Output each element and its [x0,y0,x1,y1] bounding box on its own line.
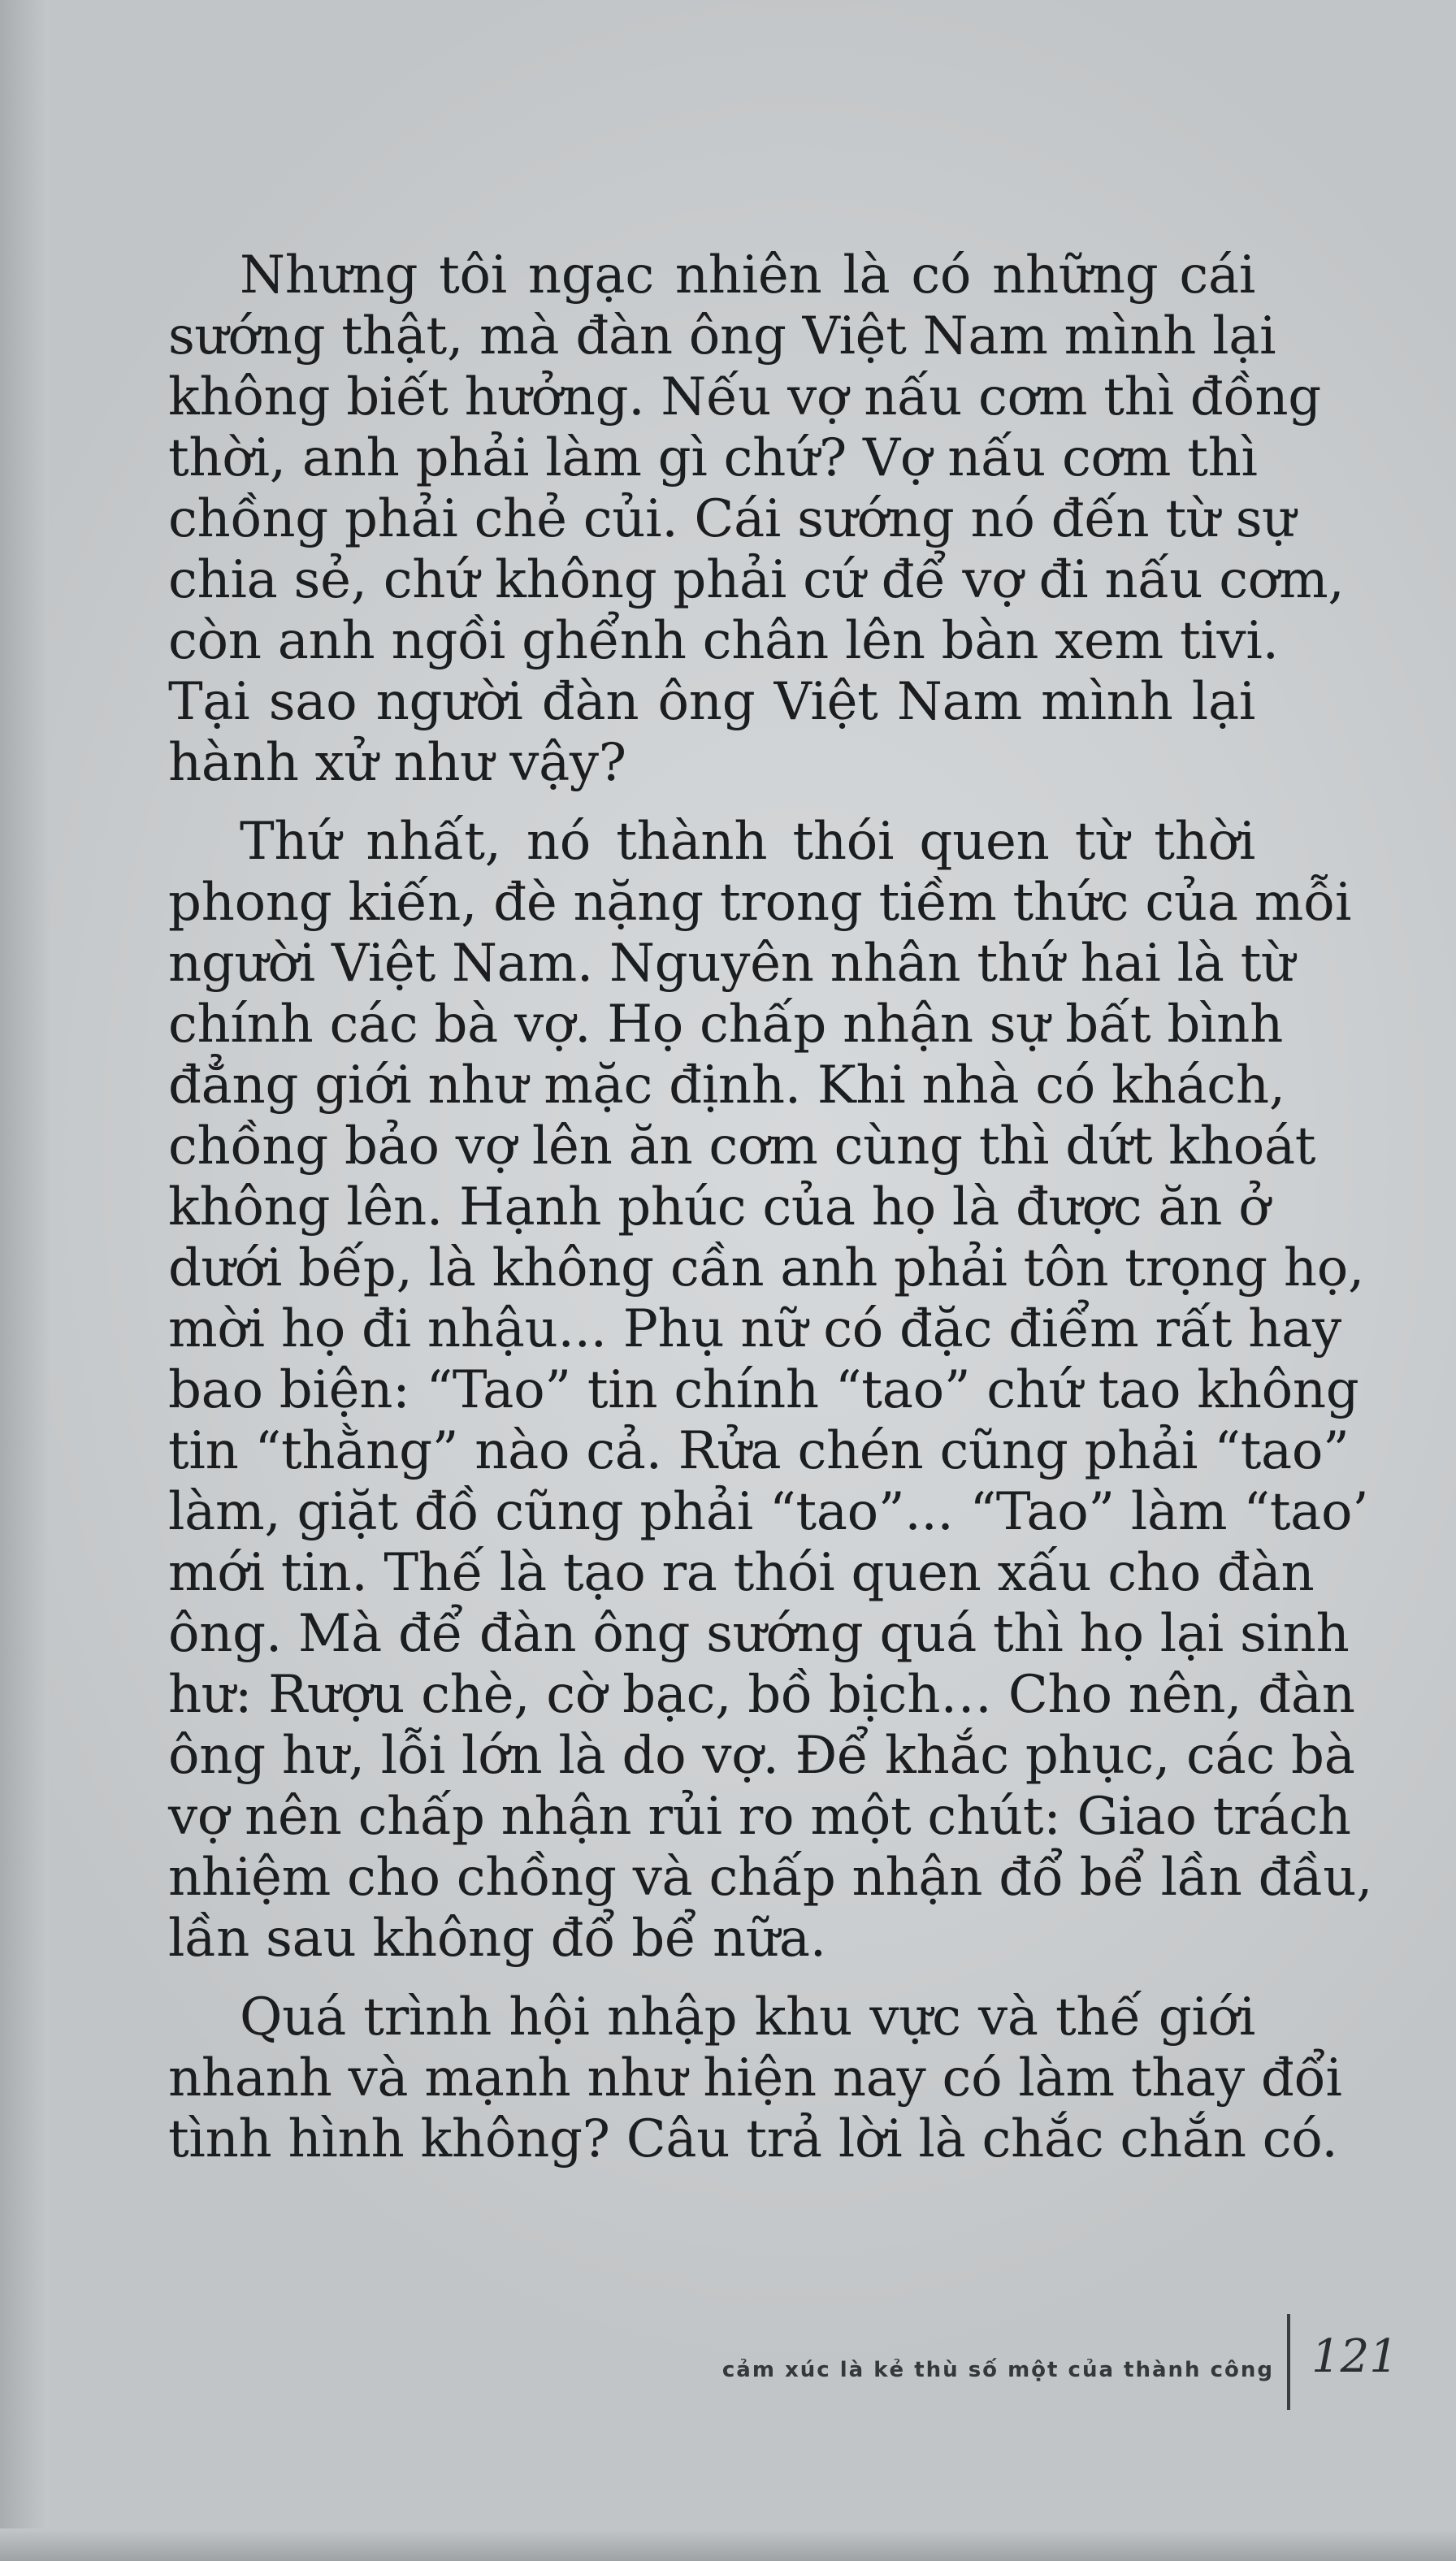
text-line: Quá trình hội nhập khu vực và thế giới [240,1987,1255,2048]
paragraph-1 [168,245,1345,794]
text-line: sướng thật, mà đàn ông Việt Nam mình lại [168,306,1276,366]
text-line: không lên. Hạnh phúc của họ là được ăn ở [168,1177,1270,1237]
text-line: chính các bà vợ. Họ chấp nhận sự bất bình [168,994,1284,1055]
text-line: thời, anh phải làm gì chứ? Vợ nấu cơm thì [168,428,1258,488]
text-line: Tại sao người đàn ông Việt Nam mình lại [168,672,1255,732]
page-number: 121 [1311,2330,1398,2383]
text-line: hành xử như vậy? [168,733,626,793]
text-line: tình hình không? Câu trả lời là chắc chắn có. [168,2109,1338,2169]
text-line: Nhưng tôi ngạc nhiên là có những cái [240,245,1255,306]
text-line: ông hư, lỗi lớn là do vợ. Để khắc phục, các bà [168,1726,1355,1786]
text-line: Thứ nhất, nó thành thói quen từ thời [240,812,1255,872]
text-line: chia sẻ, chứ không phải cứ để vợ đi nấu cơm, [168,550,1345,610]
text-line: nhiệm cho chồng và chấp nhận đổ bể lần đầu, [168,1848,1373,1908]
text-line: vợ nên chấp nhận rủi ro một chút: Giao trách [168,1787,1351,1847]
footer-divider [1287,2314,1290,2410]
text-line: hư: Rượu chè, cờ bạc, bồ bịch… Cho nên, đàn [168,1665,1355,1725]
text-line: còn anh ngồi ghểnh chân lên bàn xem tivi. [168,611,1279,671]
text-line: chồng phải chẻ củi. Cái sướng nó đến từ sự [168,489,1296,549]
text-line: người Việt Nam. Nguyên nhân thứ hai là từ [168,934,1295,994]
text-line: bao biện: “Tao” tin chính “tao” chứ tao không [168,1360,1359,1420]
text-line: mời họ đi nhậu... Phụ nữ có đặc điểm rất hay [168,1299,1341,1359]
paragraph-2 [168,812,1373,1970]
text-line: không biết hưởng. Nếu vợ nấu cơm thì đồng [168,367,1321,427]
running-footer-title: cảm xúc là kẻ thù số một của thành công [722,2358,1274,2382]
text-line: tin “thằng” nào cả. Rửa chén cũng phải “tao” [168,1421,1350,1481]
text-line: lần sau không đổ bể nữa. [168,1909,826,1969]
text-line: đẳng giới như mặc định. Khi nhà có khách, [168,1055,1285,1116]
text-line: nhanh và mạnh như hiện nay có làm thay đổi [168,2048,1342,2108]
text-line: làm, giặt đồ cũng phải “tao”... “Tao” làm “tao’ [168,1482,1369,1542]
text-line: phong kiến, đè nặng trong tiềm thức của mỗi [168,873,1352,933]
paragraph-3 [168,1987,1342,2170]
text-line: dưới bếp, là không cần anh phải tôn trọng họ, [168,1238,1365,1298]
text-line: chồng bảo vợ lên ăn cơm cùng thì dứt khoát [168,1116,1316,1176]
text-line: mới tin. Thế là tạo ra thói quen xấu cho đàn [168,1543,1315,1603]
body-text [168,245,1373,2188]
text-line: ông. Mà để đàn ông sướng quá thì họ lại sinh [168,1604,1350,1664]
